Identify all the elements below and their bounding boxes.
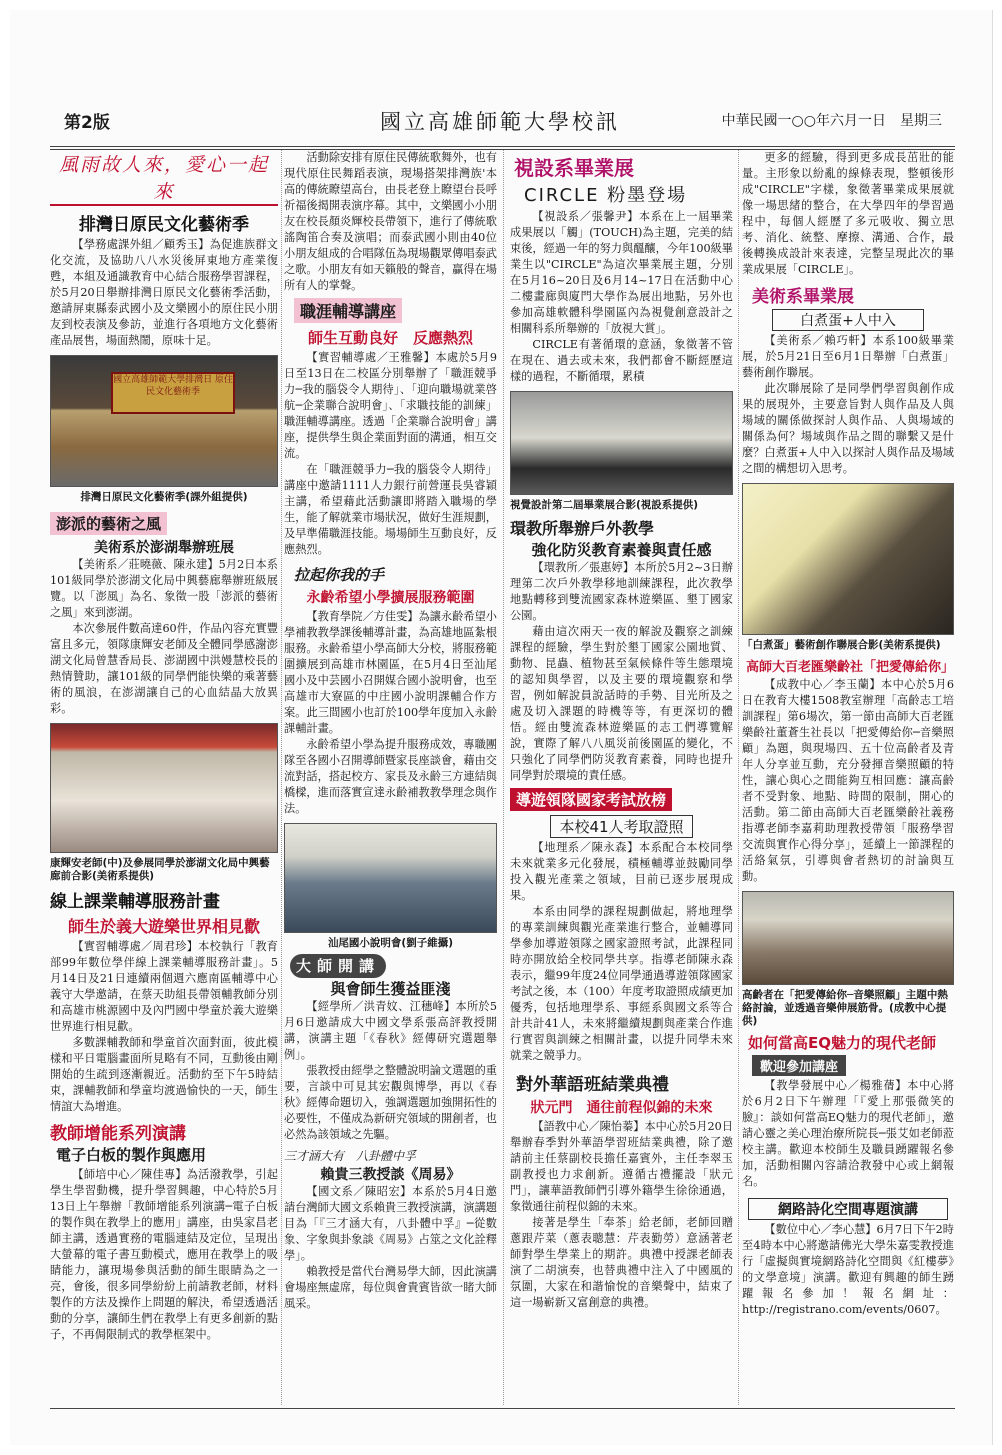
article-body: 賴教授是當代台灣易學大師，因此演講會場座無虛席，每位與會貴賓皆欲一睹大師風采。	[284, 1265, 497, 1310]
article-subtitle: CIRCLE 粉墨登場	[524, 185, 688, 206]
article-title: 高師大百老匯樂齡社「把愛傳給你」	[746, 660, 955, 675]
article-subtitle: 師生於義大遊樂世界相見歡	[67, 917, 260, 936]
article-body: 【美術系／莊曉薇、陳永建】5月2日本系101級同學於澎湖文化局中興藝廊舉辦班級展覽。以「澎風」為名、象徵一股「澎派的藝術之風」來到澎湖。	[50, 558, 278, 619]
section-banner: 風雨故人來，愛心一起來	[50, 150, 278, 206]
article-body: 【實習輔導處／周君珍】本校執行「教育部99年數位學伴線上課業輔導服務計畫」。5月14日及21日連續兩個週六應南區輔導中心義守大學邀請，在蔡天助組長帶領輔教師分別和高雄市桃源國中及內門國中學童於義大遊樂世界進行相見歡。	[50, 940, 278, 1033]
column-2	[284, 150, 497, 1312]
article-subtitle: 師生互動良好 反應熱烈	[307, 329, 473, 347]
article-subtitle: 狀元門 通往前程似錦的未來	[530, 1100, 713, 1116]
article-body: 【師培中心／陳佳專】為活潑教學，引起學生學習動機，提升學習興趣，中心特於5月13日上午舉辦「教師增能系列演講─電子白板的製作與在教學上的應用」講座，由吳家昌老師主講，透過實務的電腦連結及定位，呈現出大螢幕的電子書互動模式，應用在教學上的吸睛能力，讓現場參與活動的師生眼睛為之一亮，會後，很多同學紛紛上前請教老師，材料製作的方法及操作上問題的解決，希望透過活動的分享，讓師生們在教學上有更多創新的點子，不再侷限制式的教學框架中。	[50, 1168, 278, 1341]
photo-penghu-exhibition	[50, 723, 278, 853]
article-tag: 導遊領隊國家考試放榜	[510, 788, 672, 811]
article-title: 如何當高EQ魅力的現代老師	[748, 1034, 936, 1052]
article-subtitle: 白煮蛋+人中入	[772, 309, 924, 331]
photo-caption: 視覺設計第二屆畢業展合影(視設系提供)	[510, 499, 699, 511]
photo-music-care	[742, 891, 954, 985]
newspaper-title: 國立高雄師範大學校訊	[380, 110, 620, 134]
article-body: 【環教所／張惠婷】本所於5月2~3日辦理第二次戶外教學移地訓練課程，此次教學地點轉移到雙流國家森林遊樂區、墾丁國家公園。	[510, 561, 733, 622]
article-title: 視設系畢業展	[514, 156, 634, 180]
article-subtitle: 電子白板的製作與應用	[56, 1146, 207, 1164]
article-title: 網路詩化空間專題演講	[748, 1198, 948, 1220]
article-subtitle: 強化防災教育素養與責任感	[531, 541, 712, 559]
article-body: 【美術系／賴巧軒】本系100級畢業展，於5月21日至6月1日舉辦「白煮蛋」藝術創作聯展。	[742, 334, 954, 379]
column-divider	[281, 150, 282, 1405]
article-body: 藉由這次兩天一夜的解說及觀察之訓練課程的經驗，學生對於墾丁國家公園地質、動物、昆蟲、植物甚至氣候條件等生態環境的認知與學習，以及主要的環境觀察和學習，例如解說員說話時的手勢、目光所及之處及切入課題的時機等等，有更深切的體悟。經由雙流森林遊樂區的志工們導覽解說，實際了解八八風災前後園區的變化，不只強化了同學們防災教育素養，同時也提升同學對於環境的責任感。	[510, 625, 733, 782]
article-subtitle: 永齡希望小學擴展服務範圍	[306, 590, 475, 606]
masthead	[50, 100, 950, 140]
photo-caption: 「白煮蛋」藝術創作聯展合影(美術系提供)	[742, 639, 941, 651]
article-tag: 三才涵大有 八卦體中孚	[284, 1149, 417, 1163]
tag-glyph: 大師開講	[290, 954, 386, 978]
article-body: 【數位中心／李心慧】6月7日下午2時至4時本中心將邀請佛光大學朱嘉雯教授進行「虛擬與實境網路詩化空間與《紅樓夢》的文學意境」演講。歡迎有興趣的師生踴躍報名參加！報名網址：http://registrano.com/events/0607。	[742, 1223, 954, 1316]
article-subtitle: 賴貴三教授談《周易》	[320, 1167, 461, 1183]
article-title: 環教所舉辦戶外教學	[510, 519, 655, 538]
stage-sign: 國立高雄師範大學排灣日 原住民文化藝術季	[111, 372, 235, 414]
article-tag: 澎派的藝術之風	[50, 512, 167, 535]
photo-shanwei-meeting	[284, 823, 497, 933]
photo-visual-design-group	[510, 391, 733, 495]
photo-caption: 高齡者在「把愛傳給你─音樂照顧」主題中熱絡討論，並透過音樂伸展筋骨。(成教中心提供)	[742, 989, 948, 1027]
column-4	[742, 150, 954, 1318]
footer-rule	[50, 1408, 955, 1409]
article-tag	[290, 954, 497, 978]
article-subtitle: 與會師生獲益匪淺	[330, 980, 451, 998]
article-title: 對外華語班結業典禮	[516, 1075, 669, 1095]
article-tag: 職涯輔導講座	[294, 298, 402, 323]
article-body: 在「職涯競爭力─我的腦袋令人期待」講座中邀請1111人力銀行前營運長吳睿穎主講，希望藉此活動讓即將踏入職場的學生，能了解就業市場狀況，做好生涯規劃，及早準備職涯技能。場場師生互動良好，反應熱烈。	[284, 463, 497, 556]
article-body: 【地理系／陳永森】本系配合本校同學未來就業多元化發展，積極輔導並鼓勵同學投入觀光產業之領域，目前已逐步展現成果。	[510, 841, 733, 902]
article-body: 【教學發展中心／楊雅蒨】本中心將於6月2日下午辦理「『愛上那張微笑的臉』：談如何當高EQ魅力的現代老師」，邀請心靈之美心理治療所院長─張艾如老師蒞校主講。歡迎本校師生及職員踴躍報名參加，活動相關內容請洽教發中心或上網報名。	[742, 1079, 954, 1188]
article-body: 本系由同學的課程規劃做起，將地理學的專業訓練與觀光產業進行整合，並輔導同學參加導遊領隊之國家證照考試，此課程同時亦開放給全校同學共享。指導老師陳永森表示，繼99年度24位同學通過導遊領隊國家考試之後，本（100）年度考取證照成績更加優秀，包括地理學系、事經系與國文系等合計共計41人，未來將繼續規劃與產業合作進行實習與訓練之相關計畫，以提升同學未來就業之競爭力。	[510, 905, 733, 1062]
column-divider	[738, 150, 739, 1405]
article-body: 【視設系／張馨尹】本系在上一屆畢業成果展以「觸」(TOUCH)為主題，完美的結束後，經過一年的努力與醞釀，今年100級畢業生以"CIRCLE"為這次畢業展主題，分別在5月16~20日及6月14~17日在活動中心二樓畫廊與廈門大學作為展出地點，另外也參加高雄軟體科學園區內為視覺創意設計之相關科系所舉辦的「放視大賞」。	[510, 210, 733, 335]
photo-caption: 排灣日原民文化藝術季(課外組提供)	[80, 491, 248, 503]
article-body: CIRCLE有著循環的意涵，象徵著不管在現在、過去或未來，我們都會不斷經歷這樣的過程，不斷循環，累積	[510, 338, 733, 383]
article-body: 【國文系／陳昭宏】本系於5月4日邀請台灣師大國文系賴貴三教授演講，演講題目為「『三才涵大有，八卦體中孚』─從數象、字象與卦象談《周易》占筮之文化詮釋學」。	[284, 1185, 497, 1262]
photo-caption: 康輝安老師(中)及參展同學於澎湖文化局中興藝廊前合影(美術系提供)	[50, 857, 270, 882]
article-body: 永齡希望小學為提升服務成效，專職團隊至各國小召開導師暨家長座談會，藉由交流對話，搭起校方、家長及永齡三方連結與橋樑，進而落實宣達永齡補教教學理念與作法。	[284, 738, 497, 815]
article-title: 美術系畢業展	[752, 287, 854, 307]
column-3	[510, 150, 733, 1311]
article-body: 【實習輔導處／王雅馨】本處於5月9日至13日在二校區分別舉辦了「職涯競爭力─我的腦袋令人期待」、「迎向職場就業啓航─企業聯合說明會」、「求職技能的訓練」職涯輔導講座。透過「企業聯合說明會」講座，提供學生與企業面對面的溝通，相互交流。	[284, 351, 497, 460]
photo-paiwan-festival	[50, 355, 278, 487]
column-1	[50, 150, 278, 1343]
photo-boiled-egg-exhibition	[742, 483, 954, 635]
article-body: 此次聯展除了是同學們學習與創作成果的展現外，主要意旨對人與作品及人與場域的關係做探討人與作品、人與場域的關係為何？場域與作品之間的聯繫又是什麼？白煮蛋+人中入以探討人與作品及場域之間的構想切入思考。	[742, 382, 954, 475]
article-body: 接著是學生「奉茶」給老師，老師回贈蔥跟芹菜（蔥表聰慧：芹表勤勞）意涵著老師對學生學業上的期許。典禮中授課老師表演了二胡演奏，也替典禮中注入了中國風的氛圍，大家在和諧愉悅的音樂聲中，結束了這一場嶄新又富創意的典禮。	[510, 1216, 733, 1309]
article-body: 【教育學院／方佳雯】為讓永齡希望小學補教教學課後輔導計畫，為高雄地區紮根服務。永齡希望小學高師大分校，將服務範圍擴展到高雄市林園區，在5月4日至汕尾國小及中芸國小召開媒合國小說明會，也至高雄市大寮區的中庄國小說明課輔合作方案。此三間國小也訂於100學年度加入永齡課輔計畫。	[284, 610, 497, 735]
column-divider	[503, 150, 504, 1405]
article-subtitle: 本校41人考取證照	[550, 815, 693, 838]
article-body: 【成教中心／李玉蘭】本中心於5月6日在教育大樓1508教室辦理「高齡志工培訓課程」第6場次，第一節由高師大百老匯樂齡社董蒼生社長以「把愛傳給你─音樂照顧」為題，與現場四、五十位高齡者及青年人分享並互動，充分發揮音樂照顧的特性，讓心與心之間能夠互相回應：讓高齡者不受對象、地點、時間的限制，開心的活動。第二節由高師大百老匯樂齡社義務指導老師李嘉莉助理教授帶領「服務學習交流與實作心得分享」，延續上一節課程的活絡氣氛，引導與會者熱切的討論與互動。	[742, 678, 954, 883]
article-title: 教師增能系列演講	[50, 1124, 186, 1144]
article-title: 線上課業輔導服務計畫	[50, 892, 220, 912]
edition-label: 第2版	[64, 113, 110, 133]
article-continuation: 活動除安排有原住民傳統歌舞外，也有現代原住民舞蹈表演，現場搭架排灣族'本高的傳統瞭望高台，由長老登上瞭望台長呼祈福後揭開表演序幕。其中，文樂國小小朋友在校長顏炎輝校長帶領下，進行了傳統歌謠陶笛合奏及演唱；而泰武國小則由40位小朋友組成的合唱隊伍為現場觀眾傳唱泰武之歌。小朋友有如天籟般的聲音，贏得在場所有人的掌聲。	[284, 151, 497, 292]
article-body: 【語教中心／陳怡蓁】本中心於5月20日舉辦春季對外華語學習班結業典禮，除了邀請前主任蔡副校長擔任嘉賓外，主任李翠玉副教授也力求創新。遵循古禮擺設「狀元門」，讓華語教師們引導外籍學生徐徐通過，象徵通往前程似錦的未來。	[510, 1120, 733, 1213]
article-body: 【經學所／洪青妏、江穗峰】本所於5月6日邀請成大中國文學系張高評教授開講，演講主題「《春秋》經傳研究選題舉例」。	[284, 1000, 497, 1061]
article-continuation: 更多的經驗，得到更多成長茁壯的能量。主形象以紛亂的線條表現，整頓後形成"CIRCLE"字樣，象徵著畢業成果展就像一場思緒的整合，在大學四年的學習過程中，每個人經歷了多元吸收、獨立思考、消化、統整、摩擦、溝通、合作，最後轉換成設計來表達，完整呈現此次的畢業成果展「CIRCLE」。	[742, 151, 954, 276]
article-tag: 歡迎參加講座	[752, 1055, 846, 1076]
issue-date: 中華民國一○○年六月一日 星期三	[721, 113, 942, 129]
article-title: 排灣日原民文化藝術季	[79, 215, 249, 235]
article-body: 【學務處課外組／顧秀玉】為促進族群文化交流，及協助八八水災後屏東地方產業復甦，本組及通識教育中心結合服務學習課程，於5月20日舉辦排灣日原民文化藝術季活動，邀請屏東縣泰武國小及文樂國小的原住民小朋友到校表演及參訪，並進行各項地方文化藝術產品展售，場面熱鬧，原味十足。	[50, 238, 278, 347]
article-body: 多數課輔教師和學童首次面對面，彼此模樣和平日電腦畫面所見略有不同，互動後由剛開始的生疏到逐漸親近。活動約至下午5時結束，課輔教師和學童均渡過愉快的一天，師生情誼大為增進。	[50, 1036, 278, 1113]
photo-caption: 汕尾國小說明會(劉子維攝)	[327, 937, 454, 949]
article-tag: 拉起你我的手	[294, 566, 385, 584]
article-body: 張教授由經學之整體說明論文選題的重要，言談中可見其宏觀與博學，再以《春秋》經傳命題切入，強調選題加強開拓性的必要性，不僅成為新研究領域的開創者，也必然為該領域之先驅。	[284, 1064, 497, 1141]
article-title: 美術系於澎湖舉辦班展	[94, 540, 234, 556]
article-body: 本次參展件數高達60件，作品內容充實豐富且多元，領隊康輝安老師及全體同學感謝澎湖文化局曾慧香局長、澎湖國中洪嫚慧校長的熱情贊助，讓101級的同學們能快樂的乘著藝術的風浪，在澎湖讓自己的心血結晶大放異彩。	[50, 622, 278, 715]
